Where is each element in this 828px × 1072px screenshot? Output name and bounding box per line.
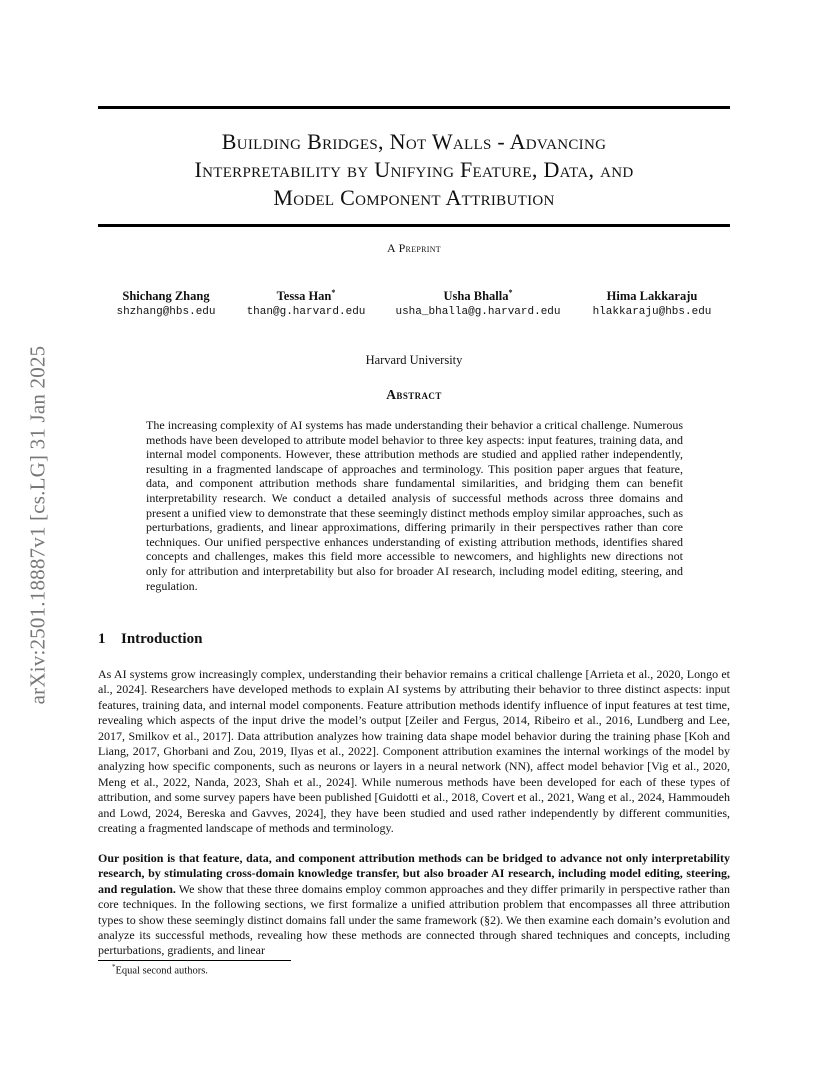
abstract-text: The increasing complexity of AI systems has made understanding their behavior a critical challenge. Numerous methods have been developed to attribute model behavior to three key aspects: input features, training data, and internal model components. However, these attribution methods are studied and applied rather independently, resulting in a fragmented landscape of approaches and terminology. This position paper argues that feature, data, and component attribution methods share fundamental similarities, and bridging them can benefit interpretability research. We conduct a detailed analysis of successful methods across three domains and present a unified view to demonstrate that these seemingly distinct methods employ similar approaches, such as perturbations, gradients, and linear approximations, differing primarily in their perspectives rather than core techniques. Our unified perspective enhances understanding of existing attribution methods, identifies shared concepts and challenges, makes this field more accessible to newcomers, and highlights new directions not only for attribution and interpretability but also for broader AI research, including model editing, steering, and regulation. <box>146 418 683 593</box>
footnote-text: Equal second authors. <box>115 965 208 977</box>
section-heading <box>98 631 202 648</box>
author-name: Hima Lakkaraju <box>606 289 698 304</box>
section-number: 1 <box>98 631 106 647</box>
author <box>247 285 366 320</box>
author-email[interactable]: shzhang@hbs.edu <box>116 306 216 319</box>
author <box>116 285 215 320</box>
position-paragraph <box>98 851 730 959</box>
position-statement: Our position is that feature, data, and component attribution methods can be bridged to advance not only interpretability research, by stimulating cross-domain knowledge transfer, but also broader AI research, including model editing, steering, and regulation. <box>98 851 730 896</box>
position-paragraph-rest: We show that these three domains employ common approaches and they differ primarily in perspective rather than core techniques. In the following sections, we first formalize a unified attribution problem that encompasses all three attribution types to show these seemingly distinct domains fall under the same framework (§2). We then examine each domain’s evolution and analyze its successful methods, revealing how these methods are connected through shared techniques and concepts, including perturbations, gradients, and linear <box>98 881 731 958</box>
abstract-heading: Abstract <box>386 387 442 402</box>
title-line: Model Component Attribution <box>273 185 555 210</box>
author-email[interactable]: usha_bhalla@g.harvard.edu <box>395 306 561 319</box>
author <box>395 285 560 320</box>
preprint-label: A Preprint <box>386 241 441 255</box>
author-email[interactable]: hlakkaraju@hbs.edu <box>592 306 712 319</box>
author <box>593 285 712 320</box>
footnote <box>112 963 208 977</box>
title-line: Interpretability by Unifying Feature, Data, and <box>194 157 634 182</box>
footnote-rule <box>98 960 291 961</box>
author-name: Tessa Han* <box>276 288 336 304</box>
intro-paragraph: As AI systems grow increasingly complex, understanding their behavior remains a critical challenge [Arrieta et al., 2020, Longo et al., 2024]. Researchers have developed methods to explain AI systems by attributing their behavior to three distinct aspects: input features, training data, and internal model components. Feature attribution methods identify influence of input features at test time, revealing which aspects of the input drive the model’s output [Zeiler and Fergus, 2014, Ribeiro et al., 2016, Lundberg and Lee, 2017, Smilkov et al., 2017]. Data attribution analyzes how training data shape model behavior during the training phase [Koh and Liang, 2017, Ghorbani and Zou, 2019, Ilyas et al., 2022]. Component attribution examines the internal workings of the model by analyzing how specific components, such as neurons or layers in a neural network (NN), affect model behavior [Vig et al., 2020, Meng et al., 2022, Nanda, 2023, Shah et al., 2024]. While numerous methods have been developed for each of these types of attribution, and some survey papers have been published [Guidotti et al., 2018, Covert et al., 2021, Wang et al., 2024, Hammoudeh and Lowd, 2024, Bereska and Gavves, 2024], they have been studied and used rather independently by different communities, creating a fragmented landscape of methods and terminology. <box>98 667 730 836</box>
title-rule-top <box>98 106 730 109</box>
title-rule-bottom <box>98 224 730 227</box>
author-name: Usha Bhalla* <box>443 288 513 304</box>
author-name: Shichang Zhang <box>122 289 210 304</box>
footnote-mark: * <box>112 963 116 971</box>
affiliation: Harvard University <box>365 353 463 367</box>
paper-title <box>98 128 730 212</box>
arxiv-identifier <box>22 292 54 758</box>
author-email[interactable]: than@g.harvard.edu <box>246 306 366 319</box>
section-title: Introduction <box>121 631 203 647</box>
title-line: Building Bridges, Not Walls - Advancing <box>221 129 607 154</box>
arxiv-identifier-text: arXiv:2501.18887v1 [cs.LG] 31 Jan 2025 <box>25 345 50 705</box>
